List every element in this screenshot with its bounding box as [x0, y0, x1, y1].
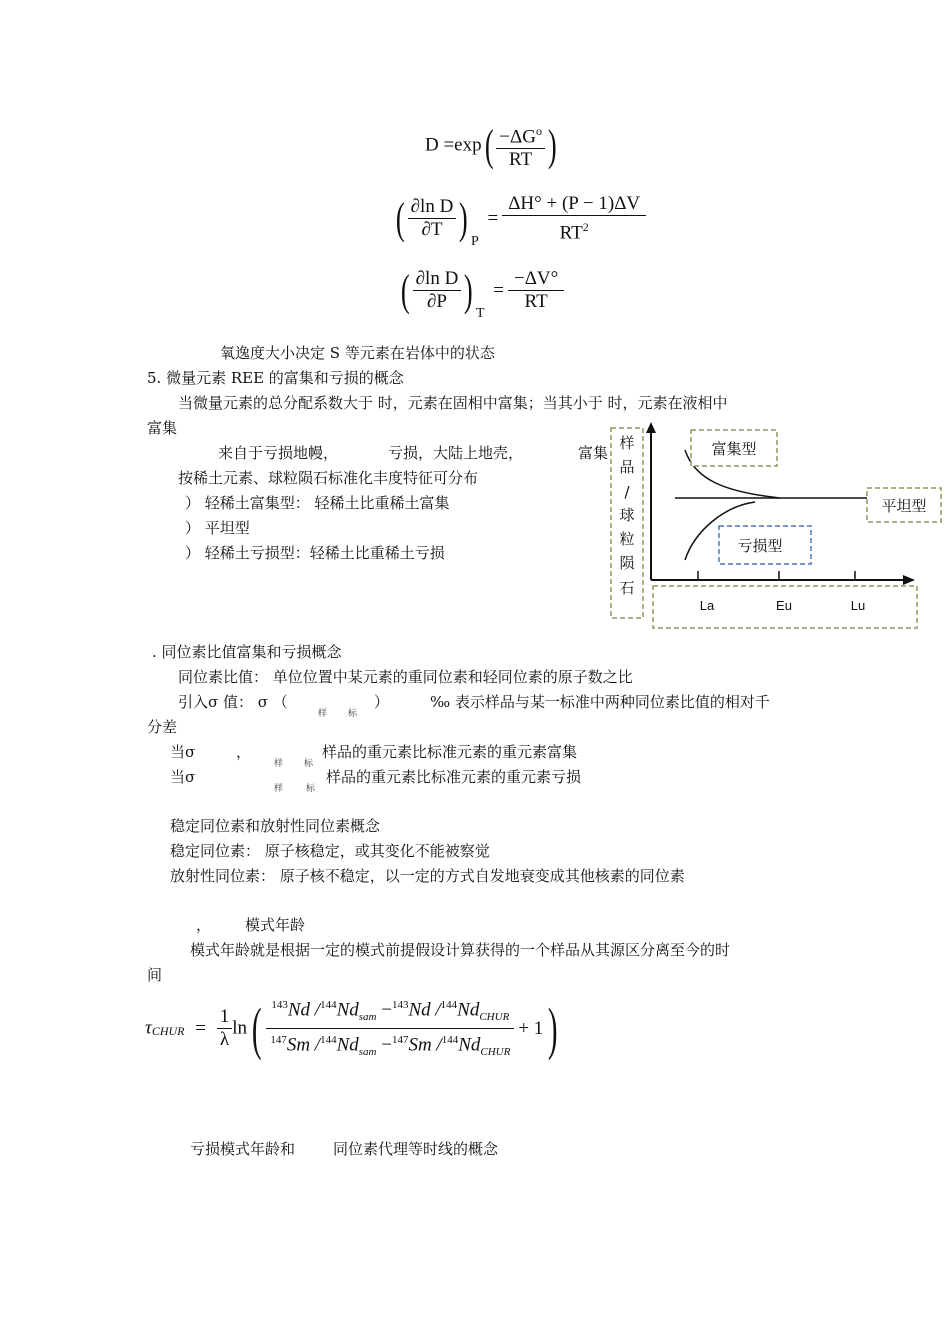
formula-pressure-derivative: ( $\frac{\text{∂ln D}}{\partial P}$ ) $_T$ = $\frac{-\Delta V^\circ}{RT}$: [398, 268, 564, 322]
sigma-positive-b: ，: [236, 743, 252, 761]
sigma-positive-a: 当σ: [170, 743, 196, 761]
x-axis-arrow: [903, 575, 915, 585]
stable-radioactive-heading: 稳定同位素和放射性同位素概念: [170, 817, 381, 835]
sigma-positive-sub-standard: 标: [304, 759, 314, 769]
sigma-negative-sub-sample: 样: [274, 784, 284, 794]
formula-chur-model-age: $\tau_{CHUR}$ = $\frac{1}{\lambda}$ ln( $\frac{^{143}Nd /^{144}Nd_{sam} -^{143}Nd /^{144}Nd_{CHUR}}{^{147}Sm /^{144}Nd_{sam} -^{147}Sm /^{144}Nd_{CHUR}}$ + 1): [145, 994, 563, 1063]
partition-coefficient-text: 当微量元素的总分配系数大于 时，元素在固相中富集；当其小于 时，元素在液相中: [178, 394, 728, 412]
section-5-heading: 5. 微量元素 REE 的富集和亏损的概念: [147, 369, 404, 387]
mantle-crust-text-a: 来自于亏损地幔，: [218, 444, 339, 462]
radioactive-isotope-definition: 放射性同位素： 原子核不稳定，以一定的方式自发地衰变成其他核素的同位素: [170, 867, 685, 885]
formula-lhs: D =exp: [425, 134, 482, 156]
list-item-lree-enriched: ） 轻稀土富集型： 轻稀土比重稀土富集: [185, 494, 450, 512]
partition-coefficient-text-cont: 富集: [147, 419, 178, 437]
sigma-negative-c: 样品的重元素比标准元素的重元素亏损: [326, 768, 582, 786]
isotope-ratio-definition: 同位素比值： 单位位置中某元素的重同位素和轻同位素的原子数之比: [178, 668, 633, 686]
model-age-definition: 模式年龄就是根据一定的模式前提假设计算获得的一个样品从其源区分离至今的时: [190, 941, 731, 959]
sigma-positive-sub-sample: 样: [274, 759, 284, 769]
annotation-flat: 平坦型: [881, 497, 927, 515]
ree-pattern-chart: [605, 420, 945, 632]
sigma-sub-standard: 标: [348, 709, 358, 719]
mantle-crust-text-c: 富集: [578, 444, 609, 462]
ylabel-char-7: 石: [619, 579, 635, 597]
model-age-definition-cont: 间: [147, 966, 163, 984]
list-item-lree-depleted: ） 轻稀土亏损型：轻稀土比重稀土亏损: [185, 544, 445, 562]
formula-fraction: $\frac{-\Delta G^o}{RT}$: [496, 120, 545, 171]
annotation-enriched: 富集型: [711, 440, 757, 458]
sigma-intro-c: ‰ 表示样品与某一标准中两种同位素比值的相对千: [430, 693, 770, 711]
ylabel-char-3: /: [624, 483, 630, 501]
y-axis-arrow: [646, 422, 656, 433]
sigma-sub-sample: 样: [318, 709, 328, 719]
ylabel-char-4: 球: [619, 506, 635, 524]
depleted-model-age-heading-a: 亏损模式年龄和: [190, 1140, 296, 1158]
stable-isotope-definition: 稳定同位素： 原子核稳定，或其变化不能被察觉: [170, 842, 490, 860]
sigma-intro-b: ）: [374, 693, 390, 711]
model-age-heading-a: ，: [196, 916, 212, 934]
annotation-depleted: 亏损型: [737, 537, 783, 555]
ylabel-char-5: 粒: [619, 530, 635, 548]
x-tick-label-lu: Lu: [850, 598, 866, 613]
depleted-model-age-heading-b: 同位素代理等时线的概念: [333, 1140, 499, 1158]
formula-partition-coefficient: D =exp( $\frac{-\Delta G^o}{RT}$ ): [425, 120, 557, 171]
formula-temperature-derivative: ( $\frac{\text{∂ln D}}{\partial T}$ ) $_P$ = $\frac{\Delta H^\circ + (P - 1)\Delta V}{RT^2}$: [393, 193, 646, 250]
x-tick-label-eu: Eu: [776, 598, 792, 613]
sigma-intro-a: 引入σ 值： σ （: [178, 693, 288, 711]
sigma-negative-a: 当σ: [170, 768, 196, 786]
isotope-heading: . 同位素比值富集和亏损概念: [152, 643, 342, 661]
ylabel-char-1: 样: [619, 434, 635, 452]
chur-fraction: $\frac{^{143}Nd /^{144}Nd_{sam} -^{143}Nd /^{144}Nd_{CHUR}}{^{147}Sm /^{144}Nd_{sam} -^{147}Sm /^{144}Nd_{CHUR}}$: [266, 994, 514, 1063]
ylabel-char-6: 陨: [619, 554, 635, 572]
list-item-flat: ） 平坦型: [185, 519, 250, 537]
sigma-positive-c: 样品的重元素比标准元素的重元素富集: [322, 743, 578, 761]
ree-classification-text: 按稀土元素、球粒陨石标准化丰度特征可分布: [178, 469, 479, 487]
model-age-heading-b: 模式年龄: [245, 916, 306, 934]
sigma-intro-cont: 分差: [147, 718, 178, 736]
x-tick-label-la: La: [699, 598, 715, 613]
oxygen-fugacity-line: 氧逸度大小决定 S 等元素在岩体中的状态: [220, 344, 495, 362]
ylabel-char-2: 品: [619, 458, 635, 476]
sigma-negative-sub-standard: 标: [306, 784, 316, 794]
mantle-crust-text-b: 亏损，大陆上地壳，: [388, 444, 524, 462]
